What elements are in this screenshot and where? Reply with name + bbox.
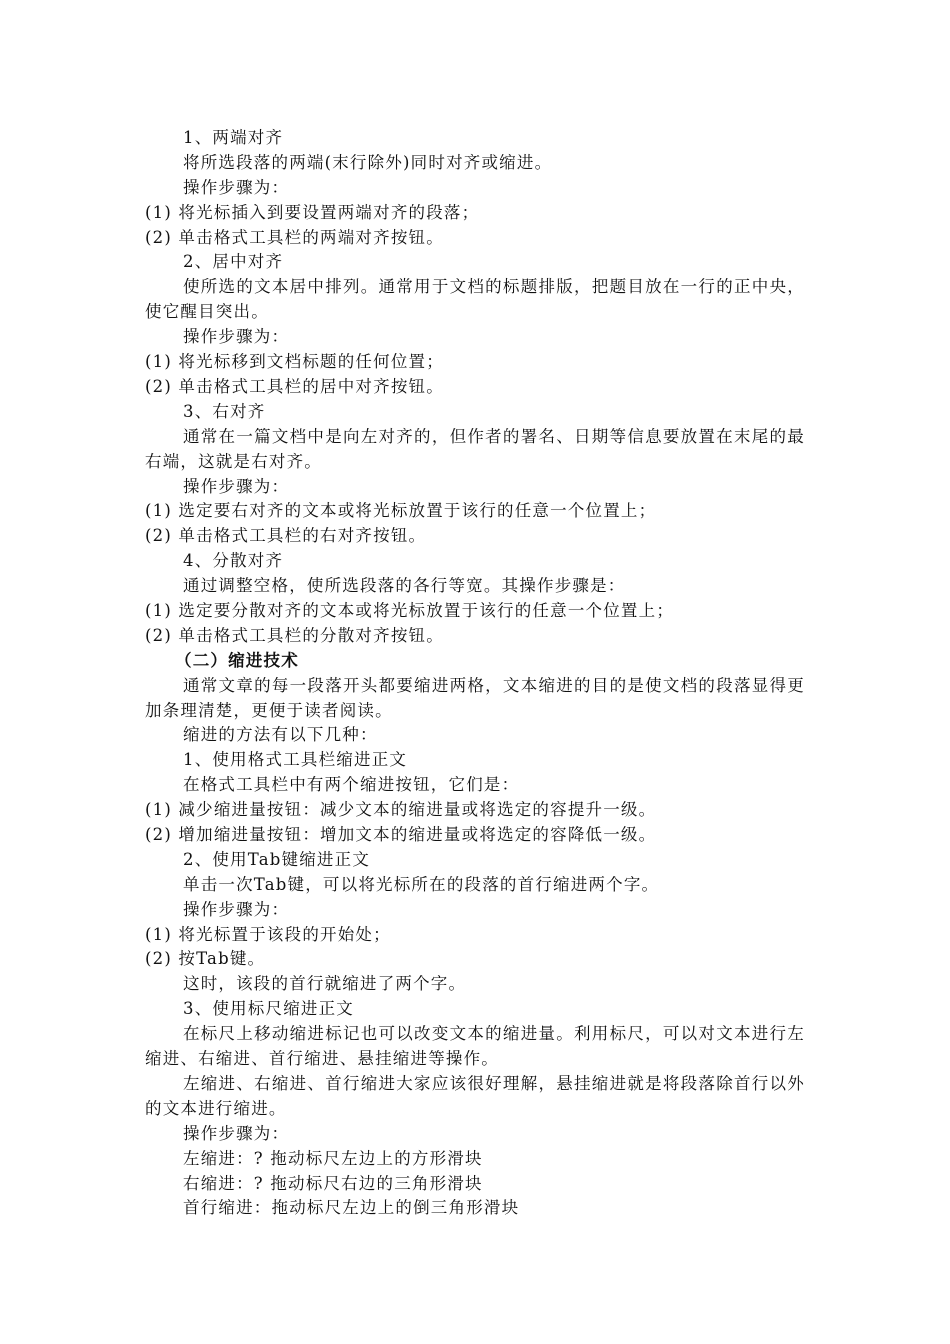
step-item: (1) 选定要分散对齐的文本或将光标放置于该行的任意一个位置上；: [145, 600, 675, 620]
text-line: 单击一次Tab键，可以将光标所在的段落的首行缩进两个字。: [183, 874, 660, 894]
heading-toolbar-indent: 1、使用格式工具栏缩进正文: [183, 750, 408, 770]
text-line: 操作步骤为：: [183, 899, 290, 919]
step-item: (1) 选定要右对齐的文本或将光标放置于该行的任意一个位置上；: [145, 501, 657, 521]
paragraph: 左缩进、右缩进、首行缩进大家应该很好理解，悬挂缩进就是将段落除首行以外的文本进行缩进。: [145, 1073, 805, 1118]
text-line: 操作步骤为：: [183, 177, 290, 197]
text-line: 操作步骤为：: [183, 1123, 290, 1143]
paragraph: 通常在一篇文档中是向左对齐的，但作者的署名、日期等信息要放置在末尾的最右端，这就是右对齐。: [145, 426, 805, 471]
text-line: 左缩进：? 拖动标尺左边上的方形滑块: [183, 1148, 483, 1168]
paragraph: 使所选的文本居中排列。通常用于文档的标题排版，把题目放在一行的正中央，使它醒目突出。: [145, 277, 805, 322]
heading-ruler-indent: 3、使用标尺缩进正文: [183, 999, 354, 1019]
step-item: (1) 将光标置于该段的开始处；: [145, 924, 391, 944]
text-line: 将所选段落的两端(末行除外)同时对齐或缩进。: [183, 152, 553, 172]
step-item: (1) 减少缩进量按钮：减少文本的缩进量或将选定的容提升一级。: [145, 800, 657, 820]
text-line: 操作步骤为：: [183, 327, 290, 347]
heading-justify-align: 1、两端对齐: [183, 128, 284, 147]
section-heading-indent: （二）缩进技术: [175, 650, 299, 670]
heading-tab-indent: 2、使用Tab键缩进正文: [183, 849, 371, 869]
step-item: (1) 将光标移到文档标题的任何位置；: [145, 352, 444, 372]
text-line: 首行缩进：拖动标尺左边上的倒三角形滑块: [183, 1198, 520, 1218]
text-line: 缩进的方法有以下几种：: [183, 725, 378, 745]
paragraph: 通常文章的每一段落开头都要缩进两格，文本缩进的目的是使文档的段落显得更加条理清楚，更便于读者阅读。: [145, 675, 805, 720]
document-body: [145, 126, 805, 1221]
step-item: (2) 单击格式工具栏的右对齐按钮。: [145, 526, 427, 546]
text-line: 通过调整空格，使所选段落的各行等宽。其操作步骤是：: [183, 576, 626, 596]
heading-right-align: 3、右对齐: [183, 401, 266, 421]
text-line: 这时，该段的首行就缩进了两个字。: [183, 974, 467, 994]
step-item: (2) 增加缩进量按钮：增加文本的缩进量或将选定的容降低一级。: [145, 825, 657, 845]
step-item: (1) 将光标插入到要设置两端对齐的段落；: [145, 202, 480, 222]
heading-center-align: 2、居中对齐: [183, 252, 284, 272]
step-item: (2) 按Tab键。: [145, 949, 266, 969]
text-line: 在格式工具栏中有两个缩进按钮，它们是：: [183, 775, 520, 795]
step-item: (2) 单击格式工具栏的分散对齐按钮。: [145, 625, 444, 645]
step-item: (2) 单击格式工具栏的两端对齐按钮。: [145, 227, 444, 247]
step-item: (2) 单击格式工具栏的居中对齐按钮。: [145, 376, 444, 396]
heading-distributed-align: 4、分散对齐: [183, 551, 284, 571]
text-line: 右缩进：? 拖动标尺右边的三角形滑块: [183, 1173, 483, 1193]
text-line: 操作步骤为：: [183, 476, 290, 496]
paragraph: 在标尺上移动缩进标记也可以改变文本的缩进量。利用标尺，可以对文本进行左缩进、右缩进、首行缩进、悬挂缩进等操作。: [145, 1024, 805, 1069]
